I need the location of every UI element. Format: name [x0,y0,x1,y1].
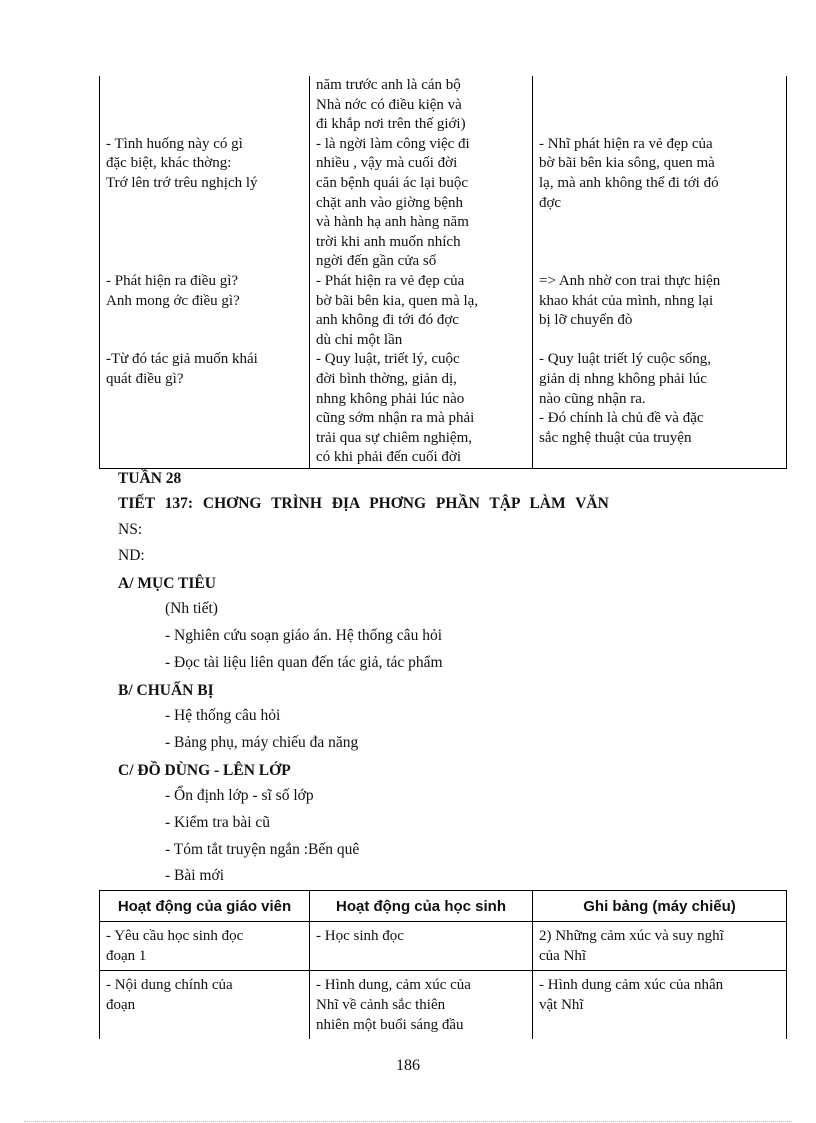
cell-line: vật Nhĩ [539,997,584,1013]
section-a-item: - Nghiên cứu soạn giáo án. Hệ thống câu hỏi [165,627,442,644]
table-cell [533,971,787,1040]
table-cell [533,922,787,971]
cell-line: nhiên một buổi sáng đầu [316,1017,464,1033]
cell-line: đặc biệt, khác thờng: [106,155,232,172]
section-a-item: (Nh tiết) [165,600,218,617]
section-a-item: - Đọc tài liệu liên quan đến tác giả, tác phẩm [165,654,443,671]
section-c-item: - Tóm tắt truyện ngắn :Bến quê [165,841,360,858]
table-row [100,272,787,350]
cell-line: - Hình dung cảm xúc của nhân [539,977,724,993]
cell-line: đoạn [106,997,136,1013]
activity-table [99,890,787,1039]
table-row [100,350,787,468]
section-c-item: - Ổn định lớp - sĩ số lớp [165,787,314,804]
cell-line: - Đó chính là chủ đề và đặc [539,410,704,427]
cell-line: dù chỉ một lần [316,331,403,348]
cell-line: - Quy luật, triết lý, cuộc [316,351,460,368]
table-cell [100,971,310,1040]
cell-line: - Phát hiện ra vẻ đẹp của [316,272,465,289]
section-b-item: - Bảng phụ, máy chiếu đa năng [165,734,359,751]
table-row [100,971,787,1040]
table-row [100,76,787,135]
cell-line: - là ngời làm công việc đi [316,135,470,152]
cell-line: trời khi anh muốn nhích [316,233,461,250]
page-bottom-rule [24,1121,792,1122]
table-cell [310,272,533,350]
cell-line: anh không đi tới đó đợc [316,312,459,329]
cell-line: căn bệnh quái ác lại buộc [316,174,469,191]
cell-line: -Từ đó tác giả muốn khái [106,351,258,368]
nd-label: ND: [118,547,145,564]
cell-line: bị lỡ chuyến đò [539,312,633,329]
cell-line: Anh mong ớc điều gì? [106,292,240,309]
cell-line: khao khát của mình, nhng lại [539,292,714,309]
table-cell [100,272,310,350]
table-row [100,135,787,272]
cell-line: Nhĩ về cảnh sắc thiên [316,997,446,1013]
table-cell [100,76,310,135]
cell-line: 2) Những cảm xúc và suy nghĩ [539,928,724,944]
lesson-title: TIẾT 137: CHƠNG TRÌNH ĐỊA PHƠNG PHẦN TẬP LÀM VĂN [118,495,609,512]
section-c-item: - Kiểm tra bài cũ [165,814,271,831]
cell-line: quát điều gì? [106,370,184,387]
section-b-item: - Hệ thống câu hỏi [165,707,281,724]
section-b-title: B/ CHUẨN BỊ [118,682,214,699]
table-cell [100,350,310,468]
cell-line: ngời đến gần cửa sổ [316,253,437,270]
cell-line: - Học sinh đọc [316,928,404,944]
cell-line: giản dị nhng không phải lúc [539,370,707,387]
cell-line: trải qua sự chiêm nghiệm, [316,429,473,446]
cell-line: đi khắp nơi trên thế giới) [316,116,466,133]
week-label: TUẦN 28 [118,470,182,487]
table-cell [533,272,787,350]
cell-line: nhiều , vậy mà cuối đời [316,155,458,172]
board-notes-header: Ghi bảng (máy chiếu) [533,891,787,922]
cell-line: chặt anh vào giờng bệnh [316,194,464,211]
table-cell [533,350,787,468]
table-row [100,922,787,971]
section-a-title: A/ MỤC TIÊU [118,575,216,592]
section-c-title: C/ ĐỒ DÙNG - LÊN LỚP [118,762,291,779]
cell-line: - Quy luật triết lý cuộc sống, [539,351,712,368]
top-lesson-table [99,76,787,469]
cell-line: đợc [539,194,562,211]
cell-line: Trớ lên trớ trêu nghịch lý [106,174,258,191]
cell-line: đoạn 1 [106,948,147,964]
cell-line: - Nhĩ phát hiện ra vẻ đẹp của [539,135,713,152]
table-cell [533,135,787,272]
cell-line: - Hình dung, cảm xúc của [316,977,471,993]
teacher-activity-header: Hoạt động của giáo viên [100,891,310,922]
cell-line: cũng sớm nhận ra mà phải [316,410,475,427]
table-cell [310,135,533,272]
cell-line: và hành hạ anh hàng năm [316,214,469,231]
table-cell [310,76,533,135]
student-activity-header: Hoạt động của học sinh [310,891,533,922]
cell-line: sắc nghệ thuật của truyện [539,429,692,446]
table-cell [533,76,787,135]
cell-line: lạ, mà anh không thể đi tới đó [539,174,719,191]
cell-line: đời bình thờng, giản dị, [316,370,457,387]
ns-label: NS: [118,521,143,538]
cell-line: bờ bãi bên kia, quen mà lạ, [316,292,479,309]
cell-line: => Anh nhờ con trai thực hiện [539,272,721,289]
activity-table-header-row [100,891,787,922]
cell-line: - Nội dung chính của [106,977,233,993]
table-cell [310,350,533,468]
cell-line: nào cũng nhận ra. [539,390,646,407]
cell-line: - Phát hiện ra điều gì? [106,272,239,289]
cell-line: nhng không phải lúc nào [316,390,465,407]
section-c-item: - Bài mới [165,867,224,884]
table-cell [310,922,533,971]
cell-line: có khi phải đến cuối đời [316,449,461,466]
cell-line: bờ bãi bên kia sông, quen mà [539,155,715,172]
cell-line: năm trước anh là cán bộ [316,77,461,93]
page-number: 186 [396,1057,420,1074]
table-cell [100,922,310,971]
cell-line: Nhà nớc có điều kiện và [316,96,462,113]
cell-line: - Yêu cầu học sinh đọc [106,928,244,944]
table-cell [100,135,310,272]
cell-line: - Tình huống này có gì [106,135,243,152]
cell-line: của Nhĩ [539,948,587,964]
table-cell [310,971,533,1040]
